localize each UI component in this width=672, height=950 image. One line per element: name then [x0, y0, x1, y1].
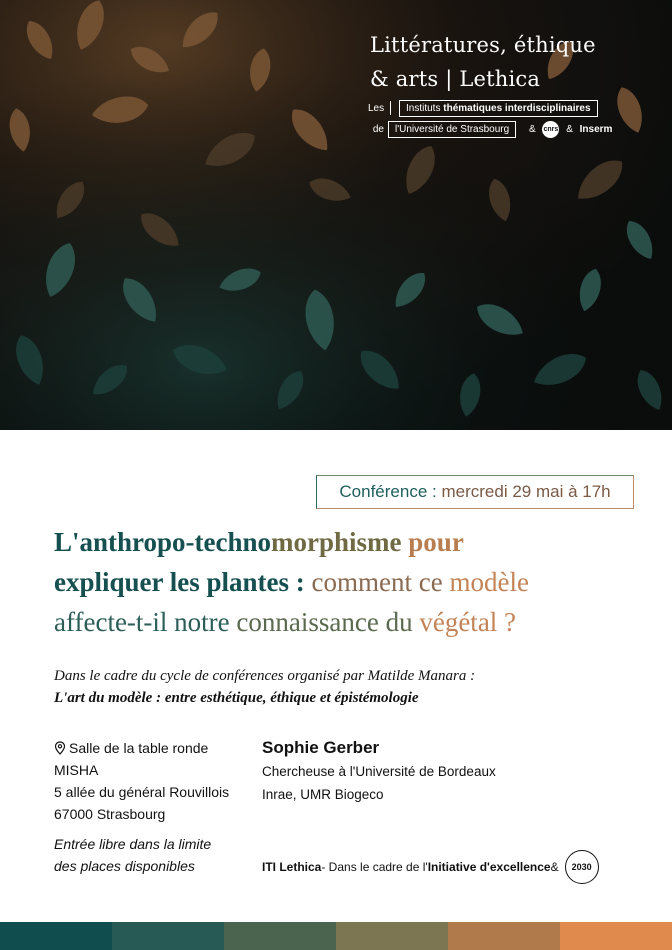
conference-label: Conférence : [339, 482, 437, 501]
stripe-5 [448, 922, 560, 950]
stripe-3 [224, 922, 336, 950]
color-stripes [0, 922, 672, 950]
logo-line-1: Littératures, éthique [370, 33, 596, 57]
title-part: pour [401, 527, 464, 557]
stripe-4 [336, 922, 448, 950]
footer-text: - Dans le cadre de l' [321, 860, 428, 874]
logo-row-instituts [368, 100, 598, 117]
venue-room-text: Salle de la table ronde [69, 740, 209, 756]
de-label: de [372, 124, 384, 136]
entry-line-2: des places disponibles [54, 858, 195, 874]
title-part: connaissance du [236, 607, 420, 637]
location-pin-icon [54, 741, 66, 755]
iti-label: ITI Lethica [262, 860, 322, 874]
hero-photo [0, 0, 672, 430]
page-title [54, 522, 654, 642]
logo-row-universite [368, 121, 612, 138]
speaker-affiliation-1: Chercheuse à l'Université de Bordeaux [262, 764, 496, 779]
2030-logo-icon: 2030 [565, 850, 599, 884]
les-label: Les [368, 103, 385, 114]
conference-date: mercredi 29 mai à 17h [441, 482, 611, 501]
speaker-affiliation-2: Inrae, UMR Biogeco [262, 787, 384, 802]
venue-room [54, 737, 229, 759]
entry-note [54, 833, 211, 877]
cycle-line-2: L'art du modèle : entre esthétique, éthique et épistémologie [54, 690, 419, 706]
cycle-line-1: Dans le cadre du cycle de conférences organisé par Matilde Manara : [54, 668, 476, 684]
logo-divider [390, 101, 391, 115]
amp-2: & [566, 124, 573, 136]
instituts-box [399, 100, 598, 117]
title-part: affecte-t-il notre [54, 607, 237, 637]
title-part: modèle [449, 567, 529, 597]
speaker-info [262, 736, 496, 806]
lethica-logo [370, 28, 596, 96]
instituts-bold-text: thématiques interdisciplinaires [443, 103, 591, 114]
footer-credit [262, 850, 599, 884]
logo-line-2: & arts | Lethica [370, 67, 541, 91]
venue-building: MISHA [54, 762, 99, 778]
venue-city: 67000 Strasbourg [54, 806, 166, 822]
title-line-2 [54, 562, 654, 602]
cycle-info [54, 665, 475, 709]
stripe-1 [0, 922, 112, 950]
venue-address [54, 737, 229, 825]
initiative-label: Initiative d'excellence [427, 860, 551, 874]
cnrs-logo-icon: cnrs [542, 121, 559, 138]
title-line-1 [54, 522, 654, 562]
universite-box: l'Université de Strasbourg [388, 121, 516, 138]
title-line-3 [54, 602, 654, 642]
title-part: végétal ? [419, 607, 517, 637]
inserm-logo: Inserm [579, 124, 613, 136]
stripe-6 [560, 922, 672, 950]
title-part: expliquer les plantes : [54, 567, 312, 597]
instituts-text: Instituts [406, 103, 444, 114]
title-part: L'anthropo-techno [54, 527, 272, 557]
footer-amp: & [550, 860, 559, 874]
amp-1: & [528, 124, 536, 136]
conference-date-box [316, 475, 634, 509]
title-part: comment ce [311, 567, 450, 597]
stripe-2 [112, 922, 224, 950]
title-part: morphisme [271, 527, 402, 557]
venue-street: 5 allée du général Rouvillois [54, 784, 230, 800]
speaker-name: Sophie Gerber [262, 738, 380, 757]
entry-line-1: Entrée libre dans la limite [54, 836, 212, 852]
